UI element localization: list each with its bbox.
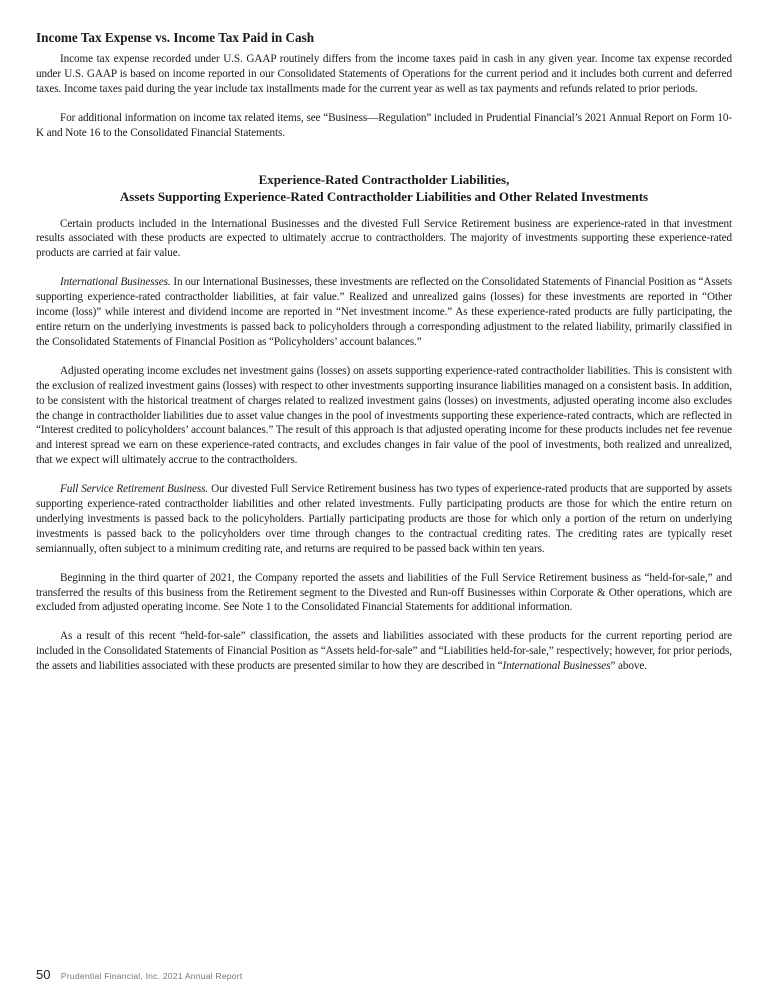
section-heading-experience-rated <box>36 171 732 205</box>
paragraph-held-for-sale-classification <box>36 629 732 674</box>
paragraph-income-tax-expense: Income tax expense recorded under U.S. GAAP routinely differs from the income taxes paid in cash in any given year. Income tax expense recorded under U.S. GAAP is based on income reported in our Consolidated Statements of Operations for the current period and it includes both current and deferred taxes. Income taxes paid during the year include tax installments made for the current year as well as tax payments and refunds related to prior periods. <box>36 53 732 95</box>
paragraph-additional-info: For additional information on income tax related items, see “Business—Regulation” included in Prudential Financial’s 2021 Annual Report on Form 10-K and Note 16 to the Consolidated Financial Statements. <box>36 111 732 139</box>
page-number: 50 <box>36 967 51 982</box>
paragraph-certain-products: Certain products included in the International Businesses and the divested Full Service Retirement business are experience-rated in that investment results associated with these products are expected to ultimately accrue to contractholders. The majority of investments supporting these experience-rated products are carried at fair value. <box>36 217 732 260</box>
body-full-service-retirement: Our divested Full Service Retirement business has two types of experience-rated products that are supported by assets supporting experience-rated contractholder liabilities and other related investments. Fully participating products are those for which the entire return on underlying investments is passed back to the policyholders. Partially participating products are those for which only a portion of the return on underlying investments is passed back to the policyholders over time through changes to the contractual crediting rates. The crediting rates are typically reset semiannually, often subject to a minimum crediting rate, and returns are required to be passed back within ten years. <box>36 483 732 555</box>
heading-line-1: Experience-Rated Contractholder Liabilities, <box>258 171 510 187</box>
body-international-businesses: In our International Businesses, these investments are reflected on the Consolidated Statements of Financial Position as “Assets supporting experience-rated contractholder liabilities, at fair value.” Realized and unrealized gains (losses) for these investments are reported in “Other income (loss)” while interest and dividend income are reported in “Net investment income.” As these experience-rated products are fully participating, the entire return on the underlying investments is passed back to policyholders through a corresponding adjustment to the related liability, primarily classified in the Consolidated Statements of Financial Position as “Policyholders’ account balances.” <box>36 276 732 348</box>
page-footer <box>36 966 242 984</box>
section-heading-income-tax: Income Tax Expense vs. Income Tax Paid in Cash <box>36 30 315 45</box>
report-title: Prudential Financial, Inc. 2021 Annual Report <box>60 971 243 981</box>
paragraph-full-service-retirement <box>36 482 732 557</box>
document-page <box>36 30 732 674</box>
lead-full-service-retirement: Full Service Retirement Business. <box>60 483 209 496</box>
heading-line-2: Assets Supporting Experience-Rated Contractholder Liabilities and Other Related Investments <box>119 188 649 204</box>
lead-international-businesses: International Businesses. <box>60 276 171 289</box>
ref-international-businesses: International Businesses <box>502 660 611 673</box>
paragraph-adjusted-operating-income: Adjusted operating income excludes net investment gains (losses) on assets supporting experience-rated contractholder liabilities. This is consistent with the exclusion of realized investment gains (losses) with respect to other investments supporting insurance liabilities managed on a consistent basis. In addition, to be consistent with the historical treatment of charges related to realized investment gains (losses) on investments, adjusted operating income also excludes the change in contractholder liabilities due to asset value changes in the pool of investments supporting these experience-rated contracts, which are reflected in “Interest credited to policyholders’ account balances.” The result of this approach is that adjusted operating income for these products includes net fee revenue and interest spread we earn on these experience-rated contracts, and excludes changes in fair value of the pool of investments, both realized and unrealized, that we expect will ultimately accrue to the contractholders. <box>36 364 732 467</box>
body-held-for-sale-a: As a result of this recent “held-for-sale” classification, the assets and liabilities associated with these products for the current reporting period are included in the Consolidated Statements of Financial Position as “Assets held-for-sale” and “Liabilities held-for-sale,” respectively; however, for prior periods, the assets and liabilities associated with these products are presented similar to how they are described in “ <box>36 630 732 673</box>
paragraph-international-businesses <box>36 275 732 350</box>
paragraph-held-for-sale-q3: Beginning in the third quarter of 2021, the Company reported the assets and liabilities of the Full Service Retirement business as “held-for-sale,” and transferred the results of this business from the Retirement segment to the Divested and Run-off Businesses within Corporate & Other operations, which are excluded from adjusted operating income. See Note 1 to the Consolidated Financial Statements for additional information. <box>36 571 732 614</box>
body-held-for-sale-b: ” above. <box>610 660 647 673</box>
